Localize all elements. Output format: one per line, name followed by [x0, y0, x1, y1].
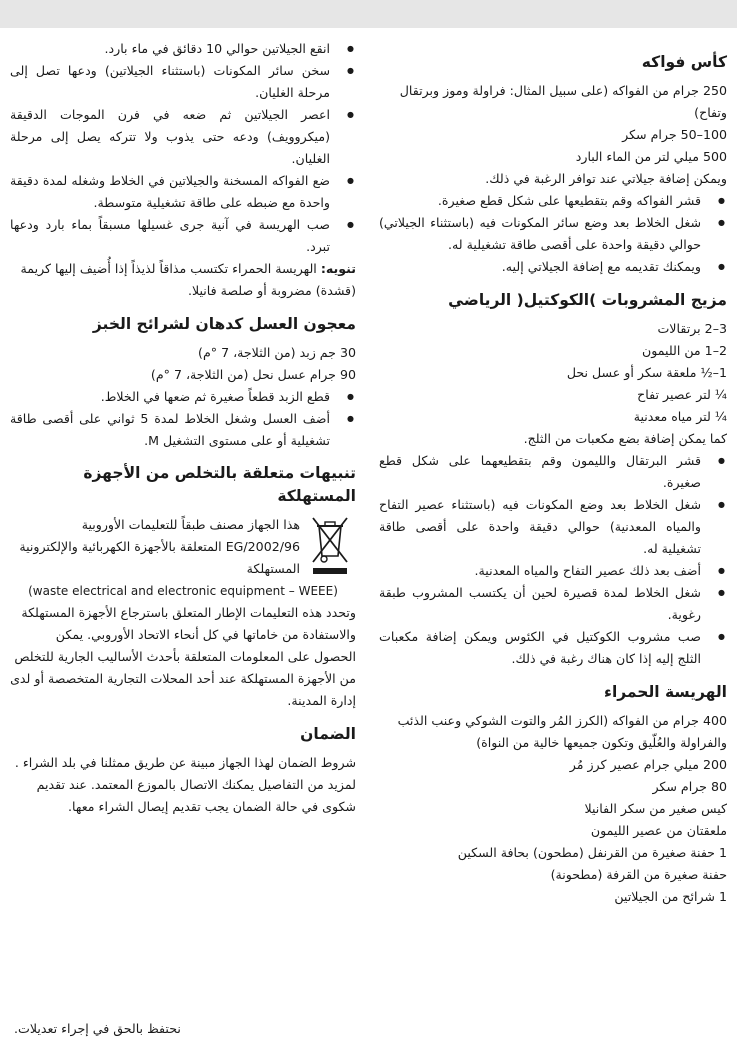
- step-item: ● ضع الفواكه المسخنة والجيلاتين في الخلاط وشغله لمدة دقيقة واحدة مع ضبطه على طاقة تشغيلية متوسطة.: [10, 170, 356, 214]
- footer-note: نحتفظ بالحق في إجراء تعديلات.: [14, 1021, 181, 1036]
- weee-english: (waste electrical and electronic equipment – WEEE): [28, 584, 338, 598]
- ingredient-line: كما يمكن إضافة بضع مكعبات من الثلج.: [523, 431, 727, 446]
- honey-butter-title: معجون العسل كدهان لشرائح الخبز: [92, 315, 356, 333]
- ingredient-line: 1–½ ملعقة سكر أو عسل نحل: [566, 365, 727, 380]
- right-column: [379, 38, 727, 908]
- ingredient-line: كيس صغير من سكر الفانيلا: [584, 801, 727, 816]
- ingredient-line: 1 حفنة صغيرة من القرنفل (مطحون) بحافة السكين: [457, 845, 727, 860]
- step-item: ● سخن سائر المكونات (باستثناء الجيلاتين) ودعها تصل إلى مرحلة الغليان.: [10, 60, 356, 104]
- ingredient-line: ¼ لتر مياه معدنية: [633, 409, 727, 424]
- crossed-out-wheelie-bin-icon: [304, 514, 350, 576]
- weee-block: [10, 514, 356, 580]
- warranty-body: شروط الضمان لهذا الجهاز مبينة عن طريق ممثلنا في بلد الشراء . لمزيد من التفاصيل يمكنك الاتصال بالموزع المعتمد. عند تقديم شكوى في حالة الضمان يجب تقديم إيصال الشراء معها.: [14, 755, 356, 814]
- disposal-body: وتحدد هذه التعليمات الإطار المتعلق باسترجاع الأجهزة المستهلكة والاستفادة من خاماتها في كل أنحاء الاتحاد الأوروبي. يمكن الحصول على المعلومات المتعلقة بأحدث الأساليب الجارية للتخلص من الأجهزة المستهلكة عند أحد المحلات التجارية المتخصصة أو لدى إدارة المدينة.: [10, 605, 356, 708]
- step-item: ● أضف العسل وشغل الخلاط لمدة 5 ثواني على أقصى طاقة تشغيلية أو على مستوى التشغيل M.: [10, 408, 356, 452]
- ingredient-line: ¼ لتر عصير تفاح: [637, 387, 727, 402]
- step-item: ● شغل الخلاط لمدة قصيرة لحين أن يكتسب المشروب طبقة رغوية.: [379, 582, 727, 626]
- honey-butter-steps: [10, 386, 356, 452]
- ingredient-line: 80 جرام سكر: [652, 779, 727, 794]
- step-item: ● شغل الخلاط بعد وضع سائر المكونات فيه (باستثناء الجيلاتي) حوالي دقيقة واحدة على أقصى طاقة تشغيلية له.: [379, 212, 727, 256]
- weee-text: هذا الجهاز مصنف طبقاً للتعليمات الأوروبية 2002/96/EG المتعلقة بالأجهزة الكهربائية والإلكترونية المستهلكة: [19, 517, 300, 576]
- ingredient-line: 200 ميلي جرام عصير كرز مُر: [569, 757, 727, 772]
- step-item: ● قشر الفواكه وقم بتقطيعها على شكل قطع صغيرة.: [379, 190, 727, 212]
- ingredient-line: 30 جم زبد (من الثلاجة، 7 °م): [198, 345, 356, 360]
- red-jelly-title: الهريسة الحمراء: [604, 683, 727, 701]
- warranty-title: الضمان: [300, 725, 356, 743]
- note-label: تنويه:: [320, 261, 356, 276]
- cocktail-steps: [379, 450, 727, 670]
- step-item: ● صب مشروب الكوكتيل في الكئوس ويمكن إضافة مكعبات الثلج إليه إذا كان هناك رغبة في ذلك.: [379, 626, 727, 670]
- ingredient-line: حفنة صغيرة من القرفة (مطحونة): [550, 867, 727, 882]
- ingredient-line: 500 ميلي لتر من الماء البارد: [575, 149, 727, 164]
- ingredient-line: ويمكن إضافة جيلاتي عند توافر الرغبة في ذلك.: [485, 171, 727, 186]
- ingredient-line: 1 شرائح من الجيلاتين: [614, 889, 727, 904]
- step-item: ● صب الهريسة في آنية جرى غسيلها مسبقاً بماء بارد ودعها تبرد.: [10, 214, 356, 258]
- red-jelly-steps: [10, 38, 356, 258]
- ingredient-line: 100–50 جرام سكر: [622, 127, 727, 142]
- step-item: ● أضف بعد ذلك عصير التفاح والمياه المعدنية.: [379, 560, 727, 582]
- step-item: ● انقع الجيلاتين حوالي 10 دقائق في ماء بارد.: [10, 38, 356, 60]
- step-item: ● قشر البرتقال والليمون وقم بتقطيعهما على شكل قطع صغيرة.: [379, 450, 727, 494]
- ingredient-line: 2–1 من الليمون: [641, 343, 727, 358]
- left-column: [10, 38, 356, 818]
- step-item: ● قطع الزبد قطعاً صغيرة ثم ضعها في الخلاط.: [10, 386, 356, 408]
- red-jelly-note: [10, 258, 356, 302]
- step-item: ● شغل الخلاط بعد وضع المكونات فيه (باستثناء عصير التفاح والمياه المعدنية) حوالي دقيقة واحدة على أقصى طاقة تشغيلية له.: [379, 494, 727, 560]
- ingredient-line: 250 جرام من الفواكه (على سبيل المثال: فراولة وموز وبرتقال وتفاح): [399, 83, 727, 120]
- ingredient-line: 90 جرام عسل نحل (من الثلاجة، 7 °م): [150, 367, 356, 382]
- top-bar: [0, 0, 737, 28]
- cocktail-title: مزيج المشروبات )الكوكتيل( الرياضي: [448, 291, 727, 309]
- ingredient-line: ملعقتان من عصير الليمون: [590, 823, 727, 838]
- step-item: ● ويمكنك تقديمه مع إضافة الجيلاتي إليه.: [379, 256, 727, 278]
- fruit-cup-title: كأس فواكه: [641, 53, 727, 71]
- ingredient-line: 400 جرام من الفواكه (الكرز المُر والتوت الشوكي وعنب الذئب والفراولة والعُلّيق وتكون جميعها خالية من النواة): [397, 713, 727, 750]
- ingredient-line: 3–2 برتقالات: [657, 321, 727, 336]
- disposal-title: تنبيهات متعلقة بالتخلص من الأجهزة المستهلكة: [83, 464, 356, 505]
- step-item: ● اعصر الجيلاتين ثم ضعه في فرن الموجات الدقيقة (ميكروويف) ودعه حتى يذوب ولا تتركه يصل إلى مرحلة الغليان.: [10, 104, 356, 170]
- note-text: الهريسة الحمراء تكتسب مذاقاً لذيذاً إذا أُضيف إليها كريمة (قشدة) مضروبة أو صلصة فانيلا.: [20, 261, 356, 298]
- fruit-cup-steps: [379, 190, 727, 278]
